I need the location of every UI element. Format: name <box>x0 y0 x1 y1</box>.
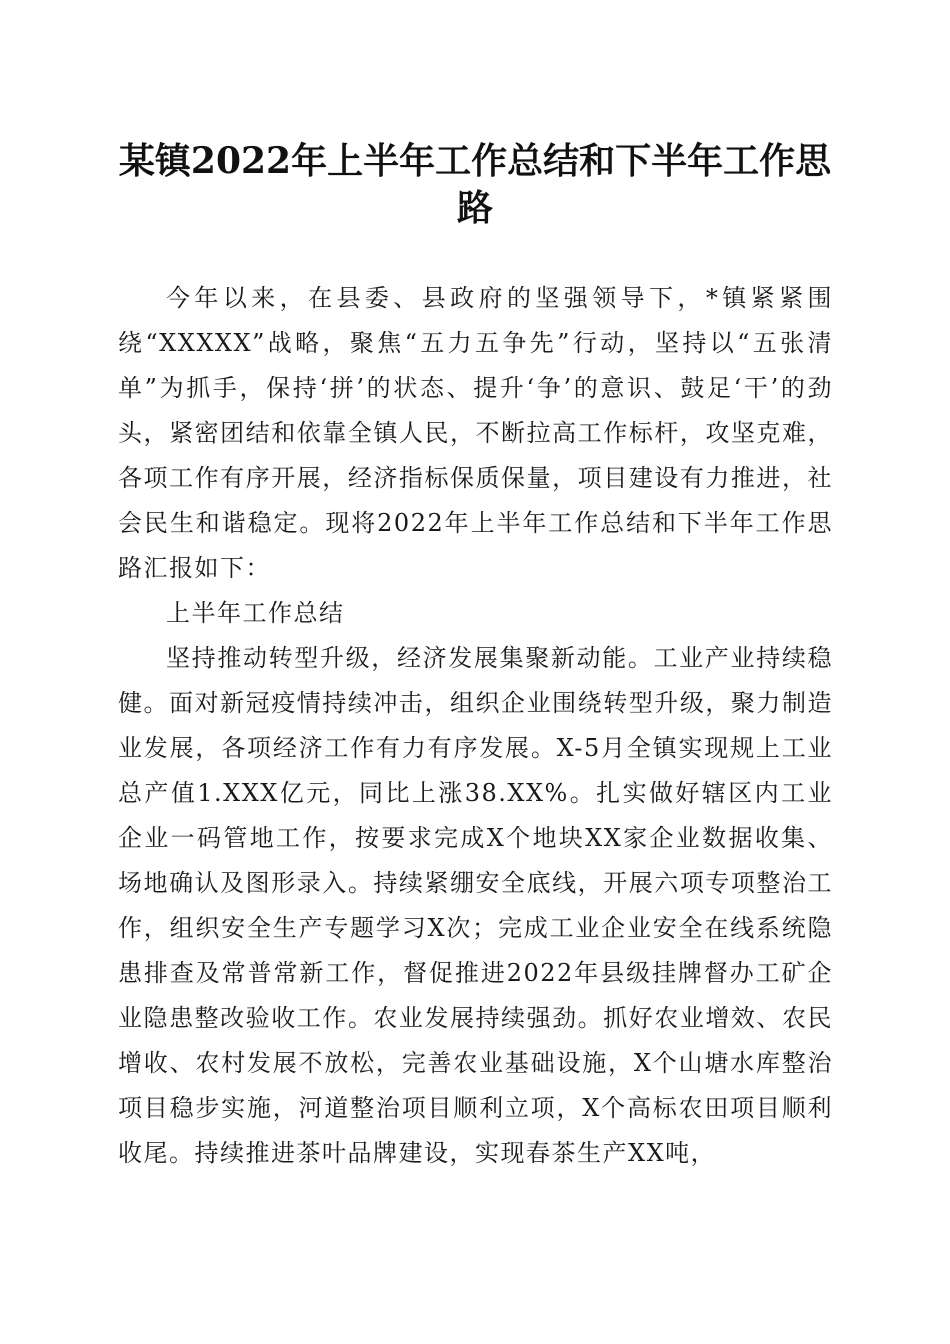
section-heading: 上半年工作总结 <box>166 599 345 627</box>
intro-paragraph: 今年以来，在县委、县政府的坚强领导下，*镇紧紧围绕“XXXXX”战略，聚焦“五力五争先”行动，坚持以“五张清单”为抓手，保持‘拼’的状态、提升‘争’的意识、鼓足‘干’的劲头，紧密团结和依靠全镇人民，不断拉高工作标杆，攻坚克难，各项工作有序开展，经济指标保质保量，项目建设有力推进，社会民生和谐稳定。现将2022年上半年工作总结和下半年工作思路汇报如下： <box>118 284 833 582</box>
document-title: 某镇2022年上半年工作总结和下半年工作思路 <box>118 140 832 229</box>
body-paragraph: 坚持推动转型升级，经济发展集聚新动能。工业产业持续稳健。面对新冠疫情持续冲击，组织企业围绕转型升级，聚力制造业发展，各项经济工作有力有序发展。X-5月全镇实现规上工业总产值1.XXX亿元，同比上涨38.XX%。扎实做好辖区内工业企业一码管地工作，按要求完成X个地块XX家企业数据收集、场地确认及图形录入。持续紧绷安全底线，开展六项专项整治工作，组织安全生产专题学习X次；完成工业企业安全在线系统隐患排查及常普常新工作，督促推进2022年县级挂牌督办工矿企业隐患整改验收工作。农业发展持续强劲。抓好农业增效、农民增收、农村发展不放松，完善农业基础设施，X个山塘水库整治项目稳步实施，河道整治项目顺利立项，X个高标农田项目顺利收尾。持续推进茶叶品牌建设，实现春茶生产XX吨， <box>118 644 833 1167</box>
document-body <box>118 276 833 1176</box>
